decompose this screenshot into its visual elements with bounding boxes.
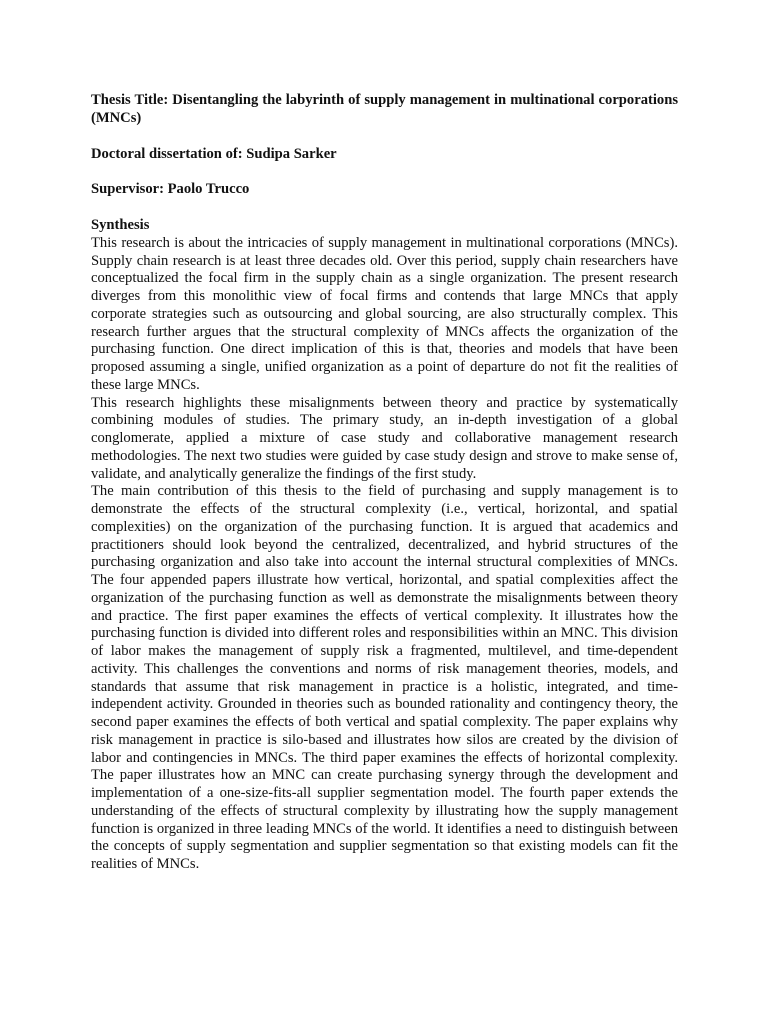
dissertation-author: Doctoral dissertation of: Sudipa Sarker xyxy=(91,145,337,162)
synthesis-paragraph-2: This research highlights these misalignments between theory and practice by systematically combining modules of studies. The primary study, an in-depth investigation of a global conglomerate, applied a mixture of case study and collaborative management research methodologies. The next two studies were guided by case study design and strove to make sense of, validate, and analytically generalize the findings of the first study. xyxy=(91,394,678,482)
synthesis-paragraph-3: The main contribution of this thesis to the field of purchasing and supply management is to demonstrate the effects of the structural complexity (i.e., vertical, horizontal, and spatial complexities) on the organization of the purchasing function. It is argued that academics and practitioners should look beyond the centralized, decentralized, and hybrid structures of the purchasing organization and also take into account the internal structural complexities of MNCs. The four appended papers illustrate how vertical, horizontal, and spatial complexities affect the organization of the purchasing function as well as demonstrate the misalignments between theory and practice. The first paper examines the effects of vertical complexity. It illustrates how the purchasing function is divided into different roles and responsibilities within an MNC. This division of labor makes the management of supply risk a fragmented, multilevel, and time-dependent activity. This challenges the conventions and norms of risk management theories, models, and standards that assume that risk management in practice is a holistic, integrated, and time-independent activity. Grounded in theories such as bounded rationality and contingency theory, the second paper examines the effects of both vertical and spatial complexity. The paper explains why risk management in practice is silo-based and illustrates how silos are created by the division of labor and contingencies in MNCs. The third paper examines the effects of horizontal complexity. The paper illustrates how an MNC can create purchasing synergy through the development and implementation of a one-size-fits-all supplier segmentation model. The fourth paper extends the understanding of the effects of structural complexity by illustrating how the supply management function is organized in three leading MNCs of the world. It identifies a need to distinguish between the concepts of supply segmentation and supplier segmentation so that existing models can fit the realities of MNCs. xyxy=(91,483,678,872)
synthesis-heading: Synthesis xyxy=(91,217,150,233)
synthesis-paragraph-1: This research is about the intricacies of supply management in multinational corporations (MNCs). Supply chain research is at least three decades old. Over this period, supply chain researchers have conceptualized the focal firm in the supply chain as a single organization. The present research diverges from this monolithic view of focal firms and contends that large MNCs that apply corporate strategies such as outsourcing and global sourcing, are also structurally complex. This research further argues that the structural complexity of MNCs affects the organization of the purchasing function. One direct implication of this is that, theories and models that have been proposed assuming a single, unified organization as a point of departure do not fit the realities of these large MNCs. xyxy=(91,234,678,393)
supervisor: Supervisor: Paolo Trucco xyxy=(91,181,250,198)
thesis-title: Thesis Title: Disentangling the labyrinth of supply management in multinational corporations (MNCs) xyxy=(91,92,678,126)
